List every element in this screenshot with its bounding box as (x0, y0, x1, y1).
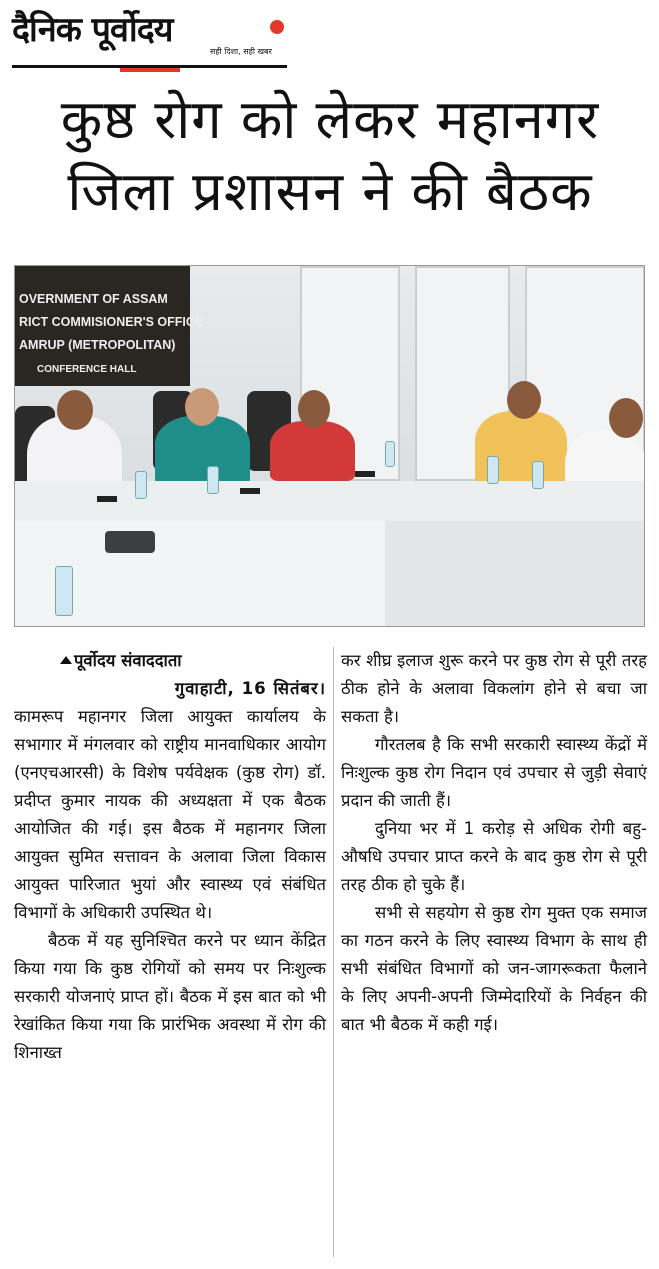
person-head (609, 398, 643, 438)
person-head (57, 390, 93, 430)
paragraph-4: दुनिया भर में 1 करोड़ से अधिक रोगी बहु-औषधि उपचार प्राप्त करने के बाद कुष्ठ रोग से पूरी तरह ठीक हो चुके हैं। (341, 819, 647, 894)
board-line: OVERNMENT OF ASSAM (19, 292, 168, 306)
telephone-icon (105, 531, 155, 553)
byline (14, 647, 326, 675)
board-line: RICT COMMISIONER'S OFFICE (19, 315, 204, 329)
article-column-left (14, 647, 326, 1067)
masthead (12, 10, 287, 72)
water-bottle (385, 441, 395, 467)
water-bottle (532, 461, 544, 489)
paragraph-2-continued: कर शीघ्र इलाज शुरू करने पर कुष्ठ रोग से पूरी तरह ठीक होने के अलावा विकलांग होने से बचा जा सकता है। (341, 651, 647, 726)
column-divider (333, 647, 334, 1257)
masthead-dot-icon (270, 20, 284, 34)
person-head (185, 388, 219, 426)
water-bottle (207, 466, 219, 494)
conference-table (385, 521, 645, 627)
byline-text: पूर्वोदय संवाददाता (74, 651, 182, 670)
paragraph-2: बैठक में यह सुनिश्चित करने पर ध्यान केंद्रित किया गया कि कुष्ठ रोगियों को समय पर निःशुल्क सरकारी योजनाएं प्राप्त हों। बैठक में इस बात को भी रेखांकित किया गया कि प्रारंभिक अवस्था में रोग की शिनाख्त (14, 931, 326, 1062)
person-head (298, 390, 330, 428)
masthead-red-bar (120, 68, 180, 72)
person (270, 421, 355, 481)
microphone-icon (240, 488, 260, 494)
person (155, 416, 250, 486)
conference-hall-board (15, 266, 204, 386)
newspaper-tagline: सही दिशा, सही खबर (210, 47, 272, 56)
person-head (507, 381, 541, 419)
headline-line-1: कुष्ठ रोग को लेकर महानगर (60, 88, 600, 151)
byline-triangle-icon (60, 656, 72, 664)
board-line: AMRUP (METROPOLITAN) (19, 338, 176, 352)
board-line: CONFERENCE HALL (37, 364, 137, 375)
microphone-icon (355, 471, 375, 477)
paragraph-1: कामरूप महानगर जिला आयुक्त कार्यालय के सभागार में मंगलवार को राष्ट्रीय मानवाधिकार आयोग (एनएचआरसी) के विशेष पर्यवेक्षक (कुष्ठ रोग) डॉ. प्रदीप्त कुमार नायक की अध्यक्षता में एक बैठक आयोजित की गई। इस बैठक में महानगर जिला आयुक्त सुमित सत्तावन के अलावा जिला विकास आयुक्त पारिजात भुयां और स्वास्थ्य एवं संबंधित विभागों के अधिकारी उपस्थित थे। (14, 707, 326, 922)
article-column-right (341, 647, 647, 1039)
headline-line-2: जिला प्रशासन ने की बैठक (67, 160, 593, 223)
paragraph-3: गौरतलब है कि सभी सरकारी स्वास्थ्य केंद्रों में निःशुल्क कुष्ठ रोग निदान एवं उपचार से जुड़ी सेवाएं प्रदान की जाती हैं। (341, 735, 647, 810)
water-bottle (55, 566, 73, 616)
microphone-icon (97, 496, 117, 502)
newspaper-name: दैनिक पूर्वोदय (12, 10, 173, 50)
water-bottle (487, 456, 499, 484)
dateline: गुवाहाटी, 16 सितंबर। (174, 679, 326, 698)
article-headline (14, 84, 646, 228)
meeting-photo (14, 265, 645, 627)
paragraph-5: सभी से सहयोग से कुष्ठ रोग मुक्त एक समाज का गठन करने के लिए स्वास्थ्य विभाग के साथ ही सभी संबंधित विभागों को जन-जागरूकता फैलाने के लिए अपनी-अपनी जिम्मेदारियों के निर्वहन की बात भी बैठक में कही गई। (341, 903, 647, 1034)
water-bottle (135, 471, 147, 499)
